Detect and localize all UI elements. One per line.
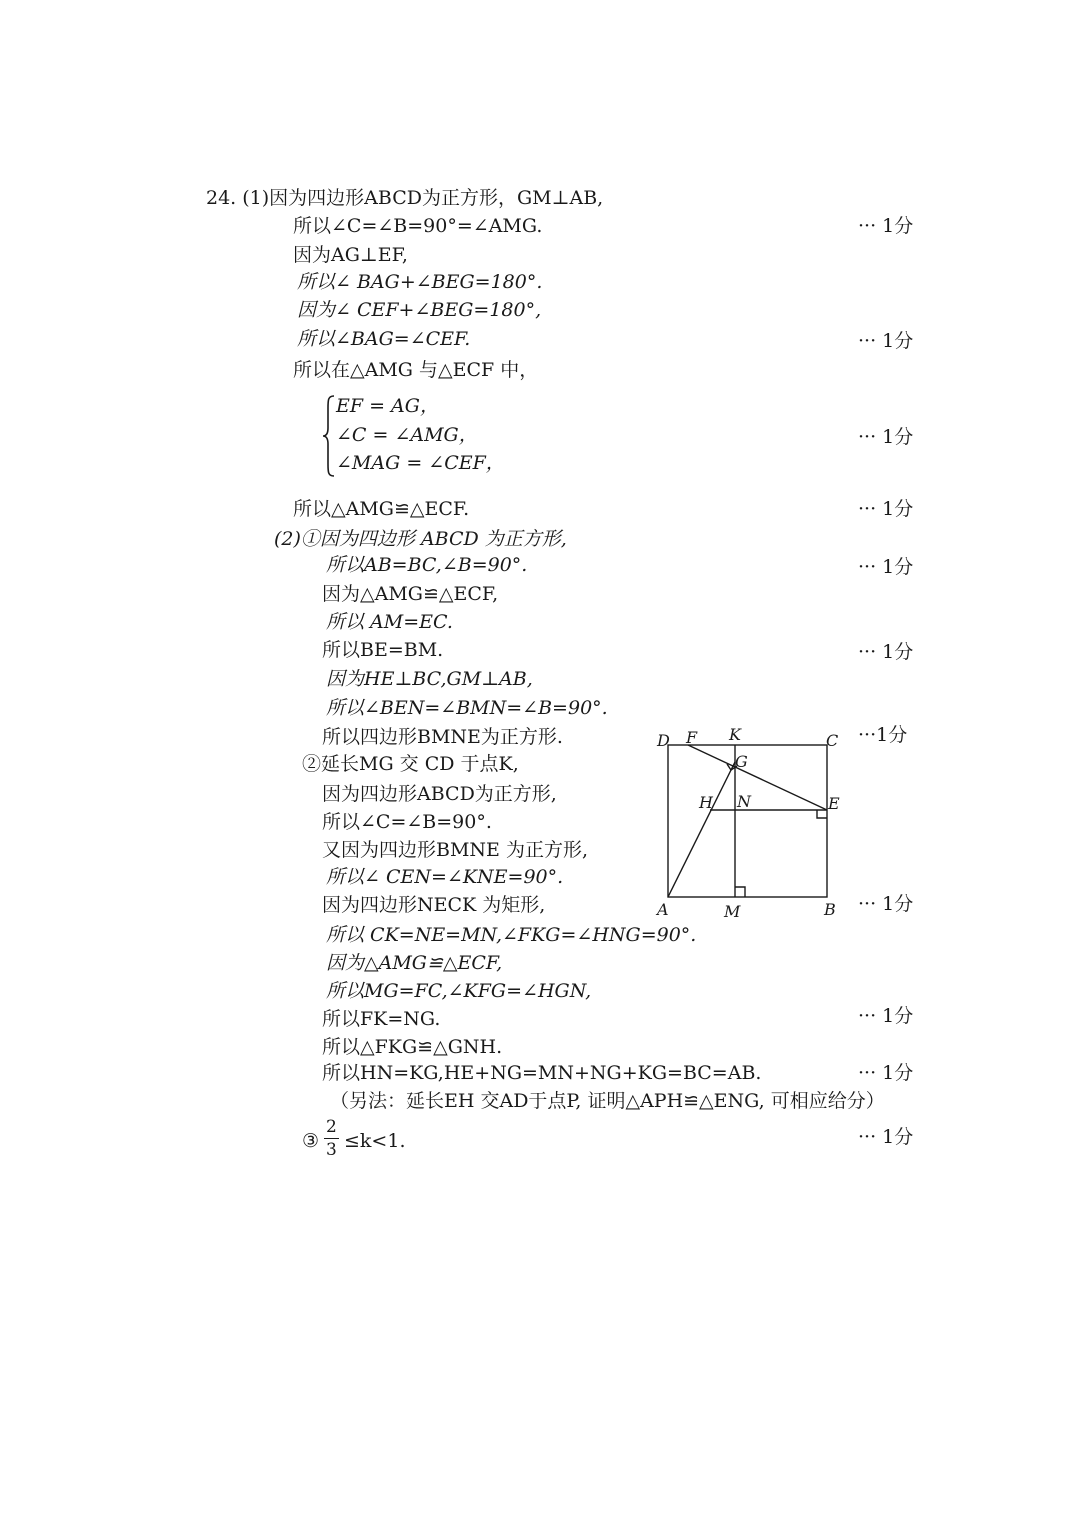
score-mark: ··· 1分 xyxy=(858,1062,914,1084)
score-mark: ··· 1分 xyxy=(858,215,914,237)
fraction-denominator: 3 xyxy=(326,1140,337,1160)
label-c: C xyxy=(826,731,839,750)
score-mark: ··· 1分 xyxy=(858,426,914,448)
proof-line: 所以△FKG≌△GNH. xyxy=(322,1036,503,1058)
geometry-figure xyxy=(650,724,850,924)
proof-line: 所以在△AMG 与△ECF 中， xyxy=(293,359,539,381)
score-mark: ··· 1分 xyxy=(858,1126,914,1148)
proof-line: 所以 CK=NE=MN,∠FKG=∠HNG=90°. xyxy=(326,924,697,946)
proof-line: 又因为四边形BMNE 为正方形, xyxy=(322,839,588,861)
label-e: E xyxy=(828,794,840,813)
label-b: B xyxy=(824,900,836,919)
proof-line: 所以∠ BAG+∠BEG=180°. xyxy=(297,271,543,293)
proof-line: 所以∠BAG=∠CEF. xyxy=(297,328,471,350)
proof-line: 所以∠C=∠B=90°=∠AMG. xyxy=(293,215,543,237)
q24-part1-intro: 24. (1)因为四边形ABCD为正方形，GM⊥AB, xyxy=(206,187,604,209)
proof-line: 因为AG⊥EF, xyxy=(293,244,408,266)
score-mark: ··· 1分 xyxy=(858,1005,914,1027)
proof-line: 因为∠ CEF+∠BEG=180°, xyxy=(297,299,542,321)
proof-line: 所以∠BEN=∠BMN=∠B=90°. xyxy=(326,697,608,719)
system-eq-1: EF = AG， xyxy=(336,395,439,417)
fraction-two-thirds xyxy=(324,1116,339,1161)
figure-labels xyxy=(655,725,840,921)
label-k: K xyxy=(729,725,741,744)
q24-part2-intro: (2)①因为四边形 ABCD 为正方形, xyxy=(274,528,567,550)
proof-line: 因为四边形NECK 为矩形, xyxy=(322,894,546,916)
right-angle-e xyxy=(817,810,827,818)
label-f: F xyxy=(686,728,698,747)
label-n: N xyxy=(737,792,751,811)
proof-line: 因为HE⊥BC,GM⊥AB, xyxy=(326,668,533,690)
label-g: G xyxy=(735,752,748,771)
proof-line: 所以∠C=∠B=90°. xyxy=(322,811,492,833)
proof-line: 所以AB=BC,∠B=90°. xyxy=(326,554,528,576)
proof-line: 所以△AMG≌△ECF. xyxy=(293,498,470,520)
proof-line: 所以四边形BMNE为正方形. xyxy=(322,726,563,748)
score-mark: ··· 1分 xyxy=(858,556,914,578)
score-mark: ··· 1分 xyxy=(858,641,914,663)
proof-line: ②延长MG 交 CD 于点K, xyxy=(302,753,519,775)
line-ag xyxy=(668,762,735,897)
label-m: M xyxy=(724,902,741,921)
proof-line: 因为△AMG≌△ECF, xyxy=(326,952,503,974)
right-angle-m xyxy=(735,887,745,897)
proof-line: 所以∠ CEN=∠KNE=90°. xyxy=(326,866,564,888)
proof-line: 所以FK=NG. xyxy=(322,1008,441,1030)
proof-line: 因为△AMG≌△ECF, xyxy=(322,583,499,605)
proof-line: 所以HN=KG,HE+NG=MN+NG+KG=BC=AB. xyxy=(322,1062,762,1084)
label-h: H xyxy=(699,793,713,812)
label-d: D xyxy=(657,731,670,750)
fraction-numerator: 2 xyxy=(326,1117,337,1137)
label-a: A xyxy=(657,900,669,919)
part3-inequality: ≤k<1. xyxy=(344,1130,406,1152)
score-mark: ···1分 xyxy=(858,724,908,746)
proof-line: 所以MG=FC,∠KFG=∠HGN, xyxy=(326,980,592,1002)
system-eq-3: ∠MAG = ∠CEF， xyxy=(336,452,505,474)
system-eq-2: ∠C = ∠AMG， xyxy=(336,424,478,446)
part3-marker: ③ xyxy=(302,1130,320,1152)
score-mark: ··· 1分 xyxy=(858,330,914,352)
proof-line: 因为四边形ABCD为正方形, xyxy=(322,783,557,805)
proof-line: 所以BE=BM. xyxy=(322,639,444,661)
proof-line: 所以 AM=EC. xyxy=(326,611,453,633)
score-mark: ··· 1分 xyxy=(858,893,914,915)
score-mark: ··· 1分 xyxy=(858,498,914,520)
system-brace xyxy=(322,394,336,478)
alternative-method-note: （另法：延长EH 交AD于点P, 证明△APH≌△ENG, 可相应给分） xyxy=(330,1090,885,1112)
